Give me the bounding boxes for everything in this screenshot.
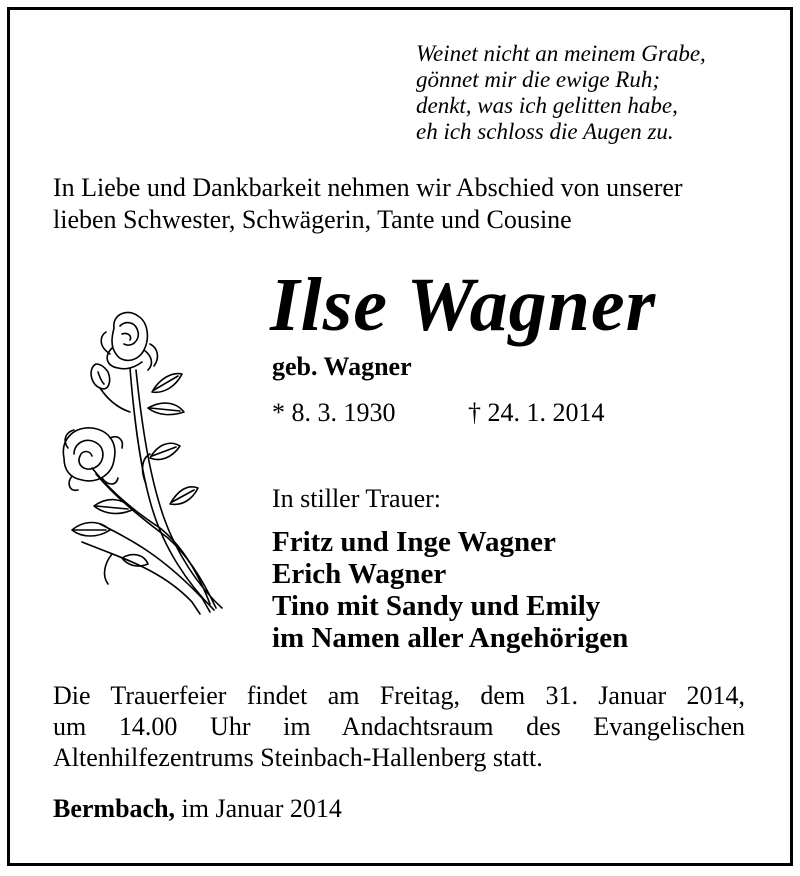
poem <box>416 41 706 145</box>
location-date-text: im Januar 2014 <box>175 794 342 823</box>
intro-line: lieben Schwester, Schwägerin, Tante und Cousine <box>53 205 572 234</box>
life-dates <box>272 398 605 428</box>
location-date <box>53 794 342 824</box>
roses-icon <box>52 308 232 618</box>
poem-line: eh ich schloss die Augen zu. <box>416 119 674 144</box>
location-place: Bermbach, <box>53 794 176 823</box>
mourner-name: Erich Wagner <box>272 558 447 590</box>
birth-date: * 8. 3. 1930 <box>272 398 396 427</box>
mourner-name: Tino mit Sandy und Emily <box>272 590 601 622</box>
deceased-name: Ilse Wagner <box>270 263 657 347</box>
ceremony-line: Die Trauerfeier findet am Freitag, dem 31. Januar 2014, <box>53 681 745 710</box>
mourner-name: im Namen aller Angehörigen <box>272 622 629 654</box>
intro-line: In Liebe und Dankbarkeit nehmen wir Abschied von unserer <box>53 173 683 202</box>
mourner-name: Fritz und Inge Wagner <box>272 526 556 558</box>
ceremony-text <box>53 680 745 773</box>
poem-line: denkt, was ich gelitten habe, <box>416 93 678 118</box>
poem-line: Weinet nicht an meinem Grabe, <box>416 41 706 66</box>
ceremony-line: um 14.00 Uhr im Andachtsraum des Evangelischen <box>53 712 745 741</box>
intro-text <box>53 172 683 236</box>
birth-name: geb. Wagner <box>272 352 412 381</box>
mourning-label: In stiller Trauer: <box>272 484 441 513</box>
death-date: † 24. 1. 2014 <box>468 398 605 427</box>
mourners-list <box>272 526 628 654</box>
ceremony-line: Altenhilfezentrums Steinbach-Hallenberg statt. <box>53 743 543 772</box>
poem-line: gönnet mir die ewige Ruh; <box>416 67 661 92</box>
